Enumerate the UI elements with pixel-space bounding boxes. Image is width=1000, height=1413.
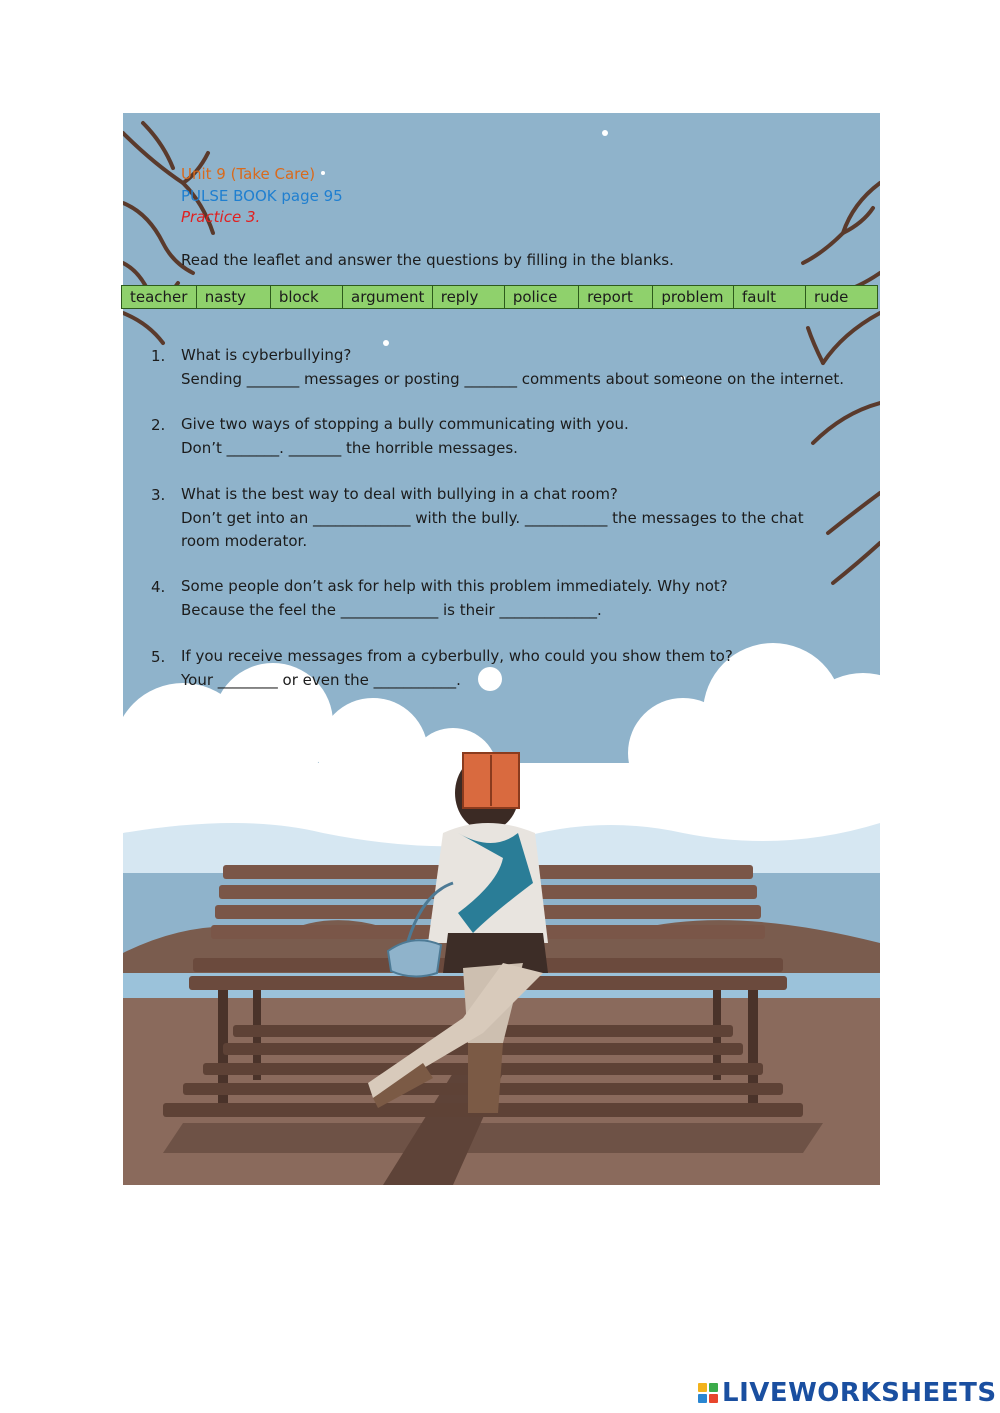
- liveworksheets-logo-icon: [698, 1383, 718, 1403]
- word-bank-item: nasty: [196, 286, 270, 309]
- word-bank-item: block: [270, 286, 342, 309]
- question-prompt: Some people don’t ask for help with this problem immediately. Why not?: [181, 577, 728, 595]
- question-prompt: If you receive messages from a cyberbully, who could you show them to?: [181, 647, 733, 665]
- question-number: 2.: [151, 416, 166, 434]
- book-reference: PULSE BOOK page 95: [181, 187, 343, 205]
- instruction-text: Read the leaflet and answer the questions by filling in the blanks.: [181, 251, 674, 269]
- question-answer-line[interactable]: Because the feel the _____________ is their _____________.: [181, 601, 602, 619]
- question-number: 3.: [151, 486, 166, 504]
- unit-title: Unit 9 (Take Care): [181, 165, 316, 183]
- question-number: 5.: [151, 648, 166, 666]
- question-prompt: Give two ways of stopping a bully communicating with you.: [181, 415, 629, 433]
- question-prompt: What is the best way to deal with bullying in a chat room?: [181, 485, 618, 503]
- question-number: 4.: [151, 578, 166, 596]
- word-bank-item: fault: [734, 286, 806, 309]
- word-bank-item: police: [504, 286, 578, 309]
- question-prompt: What is cyberbullying?: [181, 346, 352, 364]
- liveworksheets-logo[interactable]: [698, 1378, 997, 1408]
- word-bank: [121, 285, 878, 309]
- question-answer-line[interactable]: Don’t _______. _______ the horrible messages.: [181, 439, 518, 457]
- word-bank-item: argument: [343, 286, 433, 309]
- practice-label: Practice 3.: [181, 208, 261, 226]
- word-bank-item: problem: [653, 286, 734, 309]
- question-answer-line[interactable]: Sending _______ messages or posting _______ comments about someone on the internet.: [181, 370, 845, 388]
- question-answer-line: room moderator.: [181, 532, 308, 550]
- word-bank-item: rude: [805, 286, 877, 309]
- word-bank-item: report: [579, 286, 653, 309]
- word-bank-item: teacher: [122, 286, 197, 309]
- question-answer-line[interactable]: Don’t get into an _____________ with the bully. ___________ the messages to the chat: [181, 509, 804, 527]
- question-number: 1.: [151, 347, 166, 365]
- brand-name: LIVEWORKSHEETS: [722, 1378, 997, 1408]
- question-answer-line[interactable]: Your ________ or even the ___________.: [181, 671, 461, 689]
- word-bank-item: reply: [432, 286, 504, 309]
